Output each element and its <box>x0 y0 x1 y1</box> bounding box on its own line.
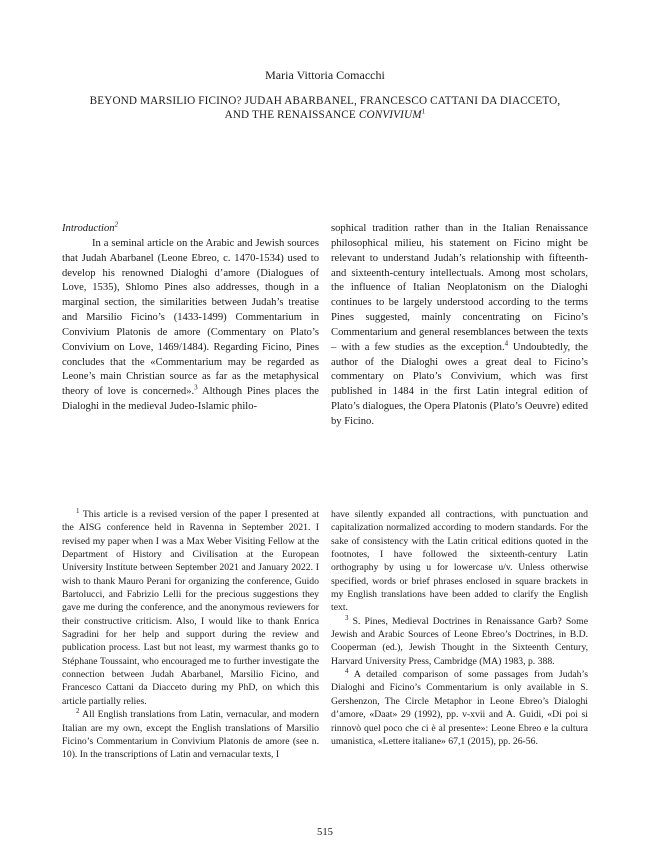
footnotes-right <box>331 508 588 748</box>
article-title <box>70 94 580 122</box>
heading-note-ref: 2 <box>114 220 119 229</box>
author-name: Maria Vittoria Comacchi <box>265 68 385 82</box>
body-column-left <box>62 222 319 415</box>
footnote-2-cont: have silently expanded all contractions, with punctuation and capitalization normalized according to modern standards. For the sake of consistency with the Latin critical editions quoted in the footnotes, I have followed the sixteenth-century Latin orthography by using u for lowercase u/v. Unless otherwise specified, words or brief phrases enclosed in square brackets in my English translations have been added to clarify the English text. <box>331 509 588 614</box>
title-note-ref: 1 <box>421 107 426 116</box>
footnote-3: $^3$ S. Pines, Medieval Doctrines in Renaissance Garb? Some Jewish and Arabic Sources of Leone Ebreo’s Doctrines, in B.D. Cooperman (ed.), Jewish Thought in the Sixteenth Century, Harvard University Press, Cambridge (MA) 1983, p. 388. <box>331 613 588 667</box>
footnote-1: $^1$ This article is a revised version of the paper I presented at the AISG conference held in Ravenna in September 2021. I revised my paper when I was a Max Weber Visiting Fellow at the Department of History and Civilisation at the European University Institute between September 2021 and January 2022. I wish to thank Mauro Perani for organizing the conference, Guido Bartolucci, and Fabrizio Lelli for the precious suggestions they gave me during the conference, and the anonymous reviewers for their constructive criticism. Also, I would like to thank Enrica Sagradini for her help and support during the review and publication process. Last but not least, my warmest thanks go to Stéphane Toussaint, who encouraged me to further investigate the connection between Judah Abarbanel, Marsilio Ficino, and Francesco Cattani da Diacceto during my PhD, on which this article partially relies. <box>62 506 320 707</box>
body-paragraph-cont: sophical tradition rather than in the Italian Renaissance philosophical milieu, his statement on Ficino might be relevant to understand Judah’s relationship with fifteenth- and sixteenth-century intellectuals. Among most scholars, the influence of Italian Neoplatonism on the Dialoghi continues to be largely understood according to the terms Pines suggested, mainly concentrating on Ficino’s Commentarium and general resemblances between the texts – with a few studies as the exception.$^4$ Undoubtedly, the author of the Dialoghi owes a great deal to Ficino’s commentary on Plato’s Convivium, which was first published in 1484 in the first Latin integral edition of Plato’s dialogues, the Opera Platonis (Plato’s Oeuvre) edited by Ficino. <box>331 223 588 427</box>
note-ref-3: 3 <box>194 383 198 392</box>
note-ref-4: 4 <box>504 339 509 348</box>
page-number: 515 <box>317 827 333 838</box>
section-heading: Introduction$^2$ <box>62 220 119 234</box>
footnotes-left <box>62 508 319 762</box>
footnote-2: $^2$ All English translations from Latin, vernacular, and modern Italian are my own, except the English translations of Marsilio Ficino’s Commentarium in Convivium Platonis de amore (see n. 10). In the transcriptions of Latin and vernacular texts, I <box>62 706 320 761</box>
title-convivium: CONVIVIUM <box>358 109 422 121</box>
title-line-2: AND THE RENAISSANCE <box>224 109 359 121</box>
body-paragraph: In a seminal article on the Arabic and Jewish sources that Judah Abarbanel (Leone Ebreo, c. 1470-1534) used to develop his renowned Dialoghi d’amore (Dialogues of Love, 1535), Shlomo Pines also addresses, though in a marginal section, the similarities between Judah’s treatise and Marsilio Ficino’s (1433-1499) Commentarium in Convivium Platonis de amore (Commentary on Plato’s Convivium on Love, 1469/1484). Regarding Ficino, Pines concludes that the «Commentarium may be regarded as Leone’s main Christian source as far as the metaphysical theory of love is concerned».$^3$ Although Pines places the Dialoghi in the medieval Judeo-Islamic philo- <box>62 237 319 413</box>
title-line-1: BEYOND MARSILIO FICINO? JUDAH ABARBANEL, FRANCESCO CATTANI DA DIACCETO, <box>89 95 561 107</box>
body-column-right <box>331 222 588 430</box>
footnote-4: $^4$ A detailed comparison of some passages from Judah’s Dialoghi and Ficino’s Commentarium is only available in S. Gershenzon, The Circle Metaphor in Leone Ebreo’s Dialoghi d’amore, «Daat» 29 (1992), pp. v-xvii and A. Guidi, «Di poi si rinnovò quel poco che ci è al presente»: Leone Ebreo e la cultura umanistica, «Lettere italiane» 67,1 (2015), pp. 26-56. <box>331 666 588 747</box>
